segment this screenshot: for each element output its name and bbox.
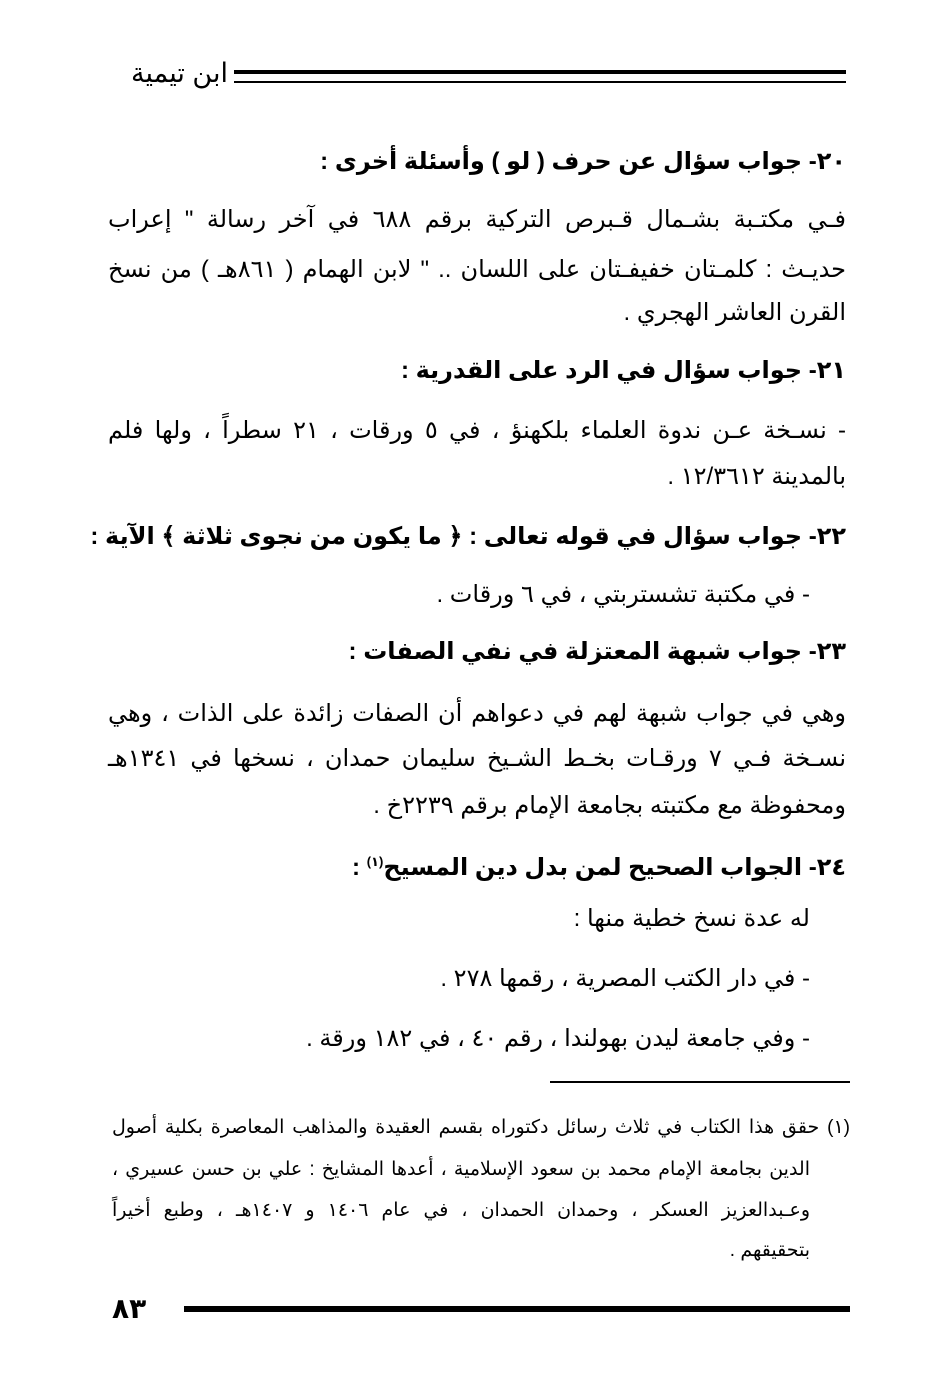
header-rule (234, 70, 846, 83)
page-number: ٨٣ (112, 1293, 147, 1324)
footnote-ref: (١) (366, 854, 384, 869)
section-23-line-2: نسـخة فـي ٧ ورقـات بخـط الشـيخ سليمان حمدان ، نسخها في ١٣٤١هـ (108, 745, 846, 772)
section-22-line-1: - في مكتبة تشستربتي ، في ٦ ورقات . (436, 581, 810, 608)
section-24-heading-tail: : (352, 854, 367, 881)
footnote-rule (550, 1081, 850, 1083)
section-24-line-3: - وفي جامعة ليدن بهولندا ، رقم ٤٠ ، في ١٨٢ ورقة . (306, 1025, 810, 1052)
section-23-line-1: وهي في جواب شبهة لهم في دعواهم أن الصفات زائدة على الذات ، وهي (108, 700, 847, 727)
section-24-heading (352, 845, 846, 881)
footnote-line-3: وعـبدالعزيز العسكر ، وحمدان الحمدان ، في عام ١٤٠٦ و ١٤٠٧هـ ، وطبع أخيراً (112, 1200, 811, 1221)
section-24-heading-text: ٢٤- الجواب الصحيح لمن بدل دين المسيح (383, 854, 846, 881)
section-21-heading: ٢١- جواب سؤال في الرد على القدرية : (400, 357, 846, 384)
section-24-line-2: - في دار الكتب المصرية ، رقمها ٢٧٨ . (440, 965, 810, 992)
footnote-line-4: بتحقيقهم . (729, 1240, 810, 1261)
footnote-line-2: الدين بجامعة الإمام محمد بن سعود الإسلامية ، أعدها المشايخ : علي بن حسن عسيري ، (112, 1159, 810, 1180)
section-23-heading: ٢٣- جواب شبهة المعتزلة في نفي الصفات : (348, 638, 846, 665)
footnote-line-1: (١) حقق هذا الكتاب في ثلاث رسائل دكتوراه بقسم العقيدة والمذاهب المعاصرة بكلية أصول (112, 1117, 850, 1138)
section-24-line-1: له عدة نسخ خطية منها : (573, 905, 810, 932)
section-21-line-1: - نسـخة عـن ندوة العلماء بلكهنؤ ، في ٥ ورقات ، ٢١ سطراً ، ولها فلم (108, 417, 846, 444)
running-header-title: ابن تيمية (131, 58, 228, 88)
section-20-line-2: حديـث : كلمـتان خفيفـتان على اللسان .. " لابن الهمام ( ٨٦١هـ ) من نسخ (108, 256, 847, 283)
section-23-line-3: ومحفوظة مع مكتبته بجامعة الإمام برقم ٢٢٣٩خ . (373, 792, 846, 819)
section-22-heading: ٢٢- جواب سؤال في قوله تعالى : ﴿ ما يكون من نجوى ثلاثة ﴾ الآية : (90, 523, 846, 550)
section-20-line-3: القرن العاشر الهجري . (623, 299, 846, 326)
section-20-line-1: فـي مكتـبة بشـمال قـبرص التركية برقم ٦٨٨ في آخر رسالة " إعراب (108, 206, 847, 233)
section-20-heading: ٢٠- جواب سؤال عن حرف ( لو ) وأسئلة أخرى : (320, 148, 846, 175)
section-21-line-2: بالمدينة ١٢/٣٦١٢ . (667, 463, 846, 490)
footer-rule (184, 1306, 850, 1312)
